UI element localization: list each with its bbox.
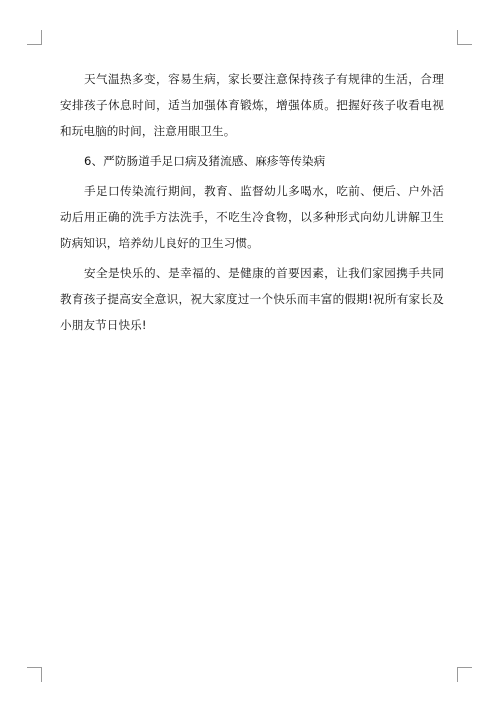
margin-corner-mark-top-left — [27, 30, 42, 45]
margin-corner-mark-top-right — [457, 30, 472, 45]
margin-corner-mark-bottom-left — [27, 667, 42, 682]
paragraph-closing-wishes: 安全是快乐的、是幸福的、是健康的首要因素，让我们家园携手共同教育孩子提高安全意识，祝大家度过一个快乐而丰富的假期!祝所有家长及小朋友节日快乐! — [60, 266, 444, 332]
margin-corner-mark-bottom-right — [457, 667, 472, 682]
section-heading-disease-prevention: 6、严防肠道手足口病及猪流感、麻疹等传染病 — [84, 154, 326, 168]
document-body — [60, 66, 444, 338]
paragraph-health-advice: 天气温热多变，容易生病，家长要注意保持孩子有规律的生活，合理安排孩子休息时间，适当加强体育锻炼，增强体质。把握好孩子收看电视和玩电脑的时间，注意用眼卫生。 — [60, 72, 444, 138]
paragraph-hand-washing: 手足口传染流行期间，教育、监督幼儿多喝水，吃前、便后、户外活动后用正确的洗手方法洗手，不吃生冷食物，以多种形式向幼儿讲解卫生防病知识，培养幼儿良好的卫生习惯。 — [60, 184, 444, 250]
